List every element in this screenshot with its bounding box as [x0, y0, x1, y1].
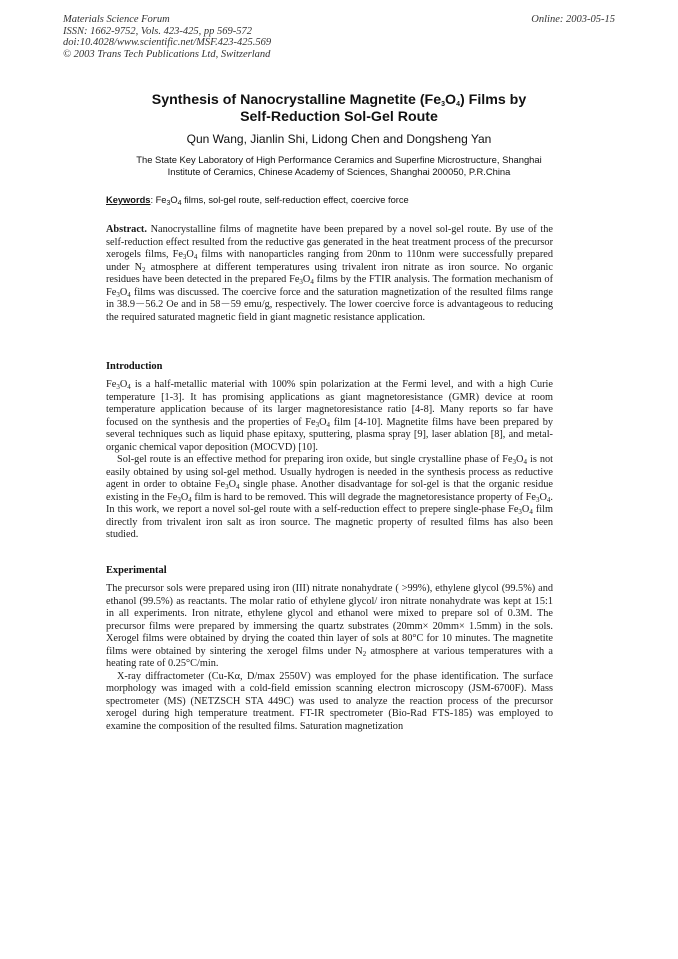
- doi-line[interactable]: doi:10.4028/www.scientific.net/MSF.423-425.569: [63, 37, 272, 49]
- abstract-label: Abstract.: [106, 224, 147, 235]
- experimental-heading: Experimental: [106, 565, 167, 576]
- online-date: Online: 2003-05-15: [531, 14, 615, 25]
- title-line-2: Self-Reduction Sol-Gel Route: [240, 109, 438, 125]
- keywords-label: Keywords: [106, 195, 151, 205]
- journal-header: [63, 14, 271, 60]
- author-list: Qun Wang, Jianlin Shi, Lidong Chen and Dongsheng Yan: [186, 132, 492, 146]
- affiliation: The State Key Laboratory of High Performance Ceramics and Superfine Microstructure, Shanghai Institute of Ceramics, Chinese Academy of Sciences, Shanghai 200050, P.R.China: [136, 154, 542, 177]
- journal-name: Materials Science Forum: [63, 14, 170, 25]
- keywords: Keywords: $Fe_3O_4$ films, sol-gel route, self-reduction effect, coercive force: [106, 195, 409, 207]
- issn-line: ISSN: 1662-9752, Vols. 423-425, pp 569-572: [63, 25, 252, 37]
- introduction-heading: Introduction: [106, 361, 163, 372]
- abstract: Abstract. Nanocrystalline films of magnetite have been prepared by a novel sol-gel route. By use of the self-reduction effect resulted from the reductive gas generated in the heat treatment process of the precursor xerogels films, $Fe_3O_4$ films with nanoparticles ranging from 20nm to 110nm were successfully prepared under $N_2$ atmosphere at different temperatures using trivalent iron nitrate as iron source. No organic residues have been detected in the prepared $Fe_3O_4$ films by the FTIR analysis. The formation mechanism of $Fe_3O_4$ films was discussed. The coercive force and the saturation magnetization of the resulted films range in 38.9－56.2 Oe and in 58－59 emu/g, respectively. The lower coercive force is advantageous to reducing the required saturated magnetic field in giant magnetic resistance application.: [106, 224, 553, 323]
- paper-title: [0, 92, 678, 126]
- introduction-text: $Fe_3O_4$ is a half-metallic material with 100% spin polarization at the Fermi level, and with a high Curie temperature [1-3]. It has promising applications as giant magnetoresistance (GMR) device at room temperature application because of its larger magnetoresistance ratio [4-8]. Many reports so far have focused on the synthesis and the properties of $Fe_3O_4$ film [4-10]. Magnetite films have been prepared by several techniques such as liquid phase epitaxy, sputtering, plasma spray [9], laser ablation [8], and metal-organic chemical vapor deposition (MOCVD) [10]. Sol-gel route is an effective method for preparing iron oxide, but single crystalline phase of $Fe_3O_4$ is not easily obtained by using sol-gel method. Usually hydrogen is needed in the synthesis process as reductive agent in order to obtaine $Fe_3O_4$ single phase. Another disadvantage for sol-gel is that the organic residue existing in the $Fe_3O_4$ film is hard to be removed. This will degrade the magnetoresistance property of $Fe_3O_4$. In this work, we report a novel sol-gel route with a self-reduction effect to prepere single-phase $Fe_3O_4$ film directly from trivalent iron salt as iron source. The magnetic property of resulted films has also been studied.: [106, 379, 554, 540]
- copyright-line: © 2003 Trans Tech Publications Ltd, Switzerland: [63, 48, 271, 60]
- title-line-1: Synthesis of Nanocrystalline Magnetite $(Fe_3O_4)$ Films by: [151, 92, 527, 108]
- experimental-text: The precursor sols were prepared using iron (III) nitrate nonahydrate ( >99%), ethylene glycol (99.5%) and ethanol (99.5%) as reactants. The molar ratio of ethylene glycol/ iron nitrate nonahydrate was kept at 15:1 in all experiments. Iron nitrate, ethylene glycol and ethanol were mixed to prepare sol of 0.3M. The precursor films were prepared by immersing the quartz substrates (20mm× 20mm× 1.5mm) in the sols. Xerogel films were obtained by drying the coated thin layer of sols at 80°C for 10 minutes. The magnetite films were obtained by sintering the xerogel films under $N_2$ atmosphere at various temperatures with a heating rate of 0.25°C/min. X-ray diffractometer (Cu-Kα, D/max 2550V) was employed for the phase identification. The surface morphology was imaged with a cold-field emission scanning electron microscopy (JSM-6700F). Mass spectrometer (MS) (NETZSCH STA 449C) was used to analyze the reaction process of the precursor xerogel during high temperature treatment. FT-IR spectrometer (Bio-Rad FTS-185) was employed to examine the composition of the resulted films. Saturation magnetization: [106, 583, 553, 732]
